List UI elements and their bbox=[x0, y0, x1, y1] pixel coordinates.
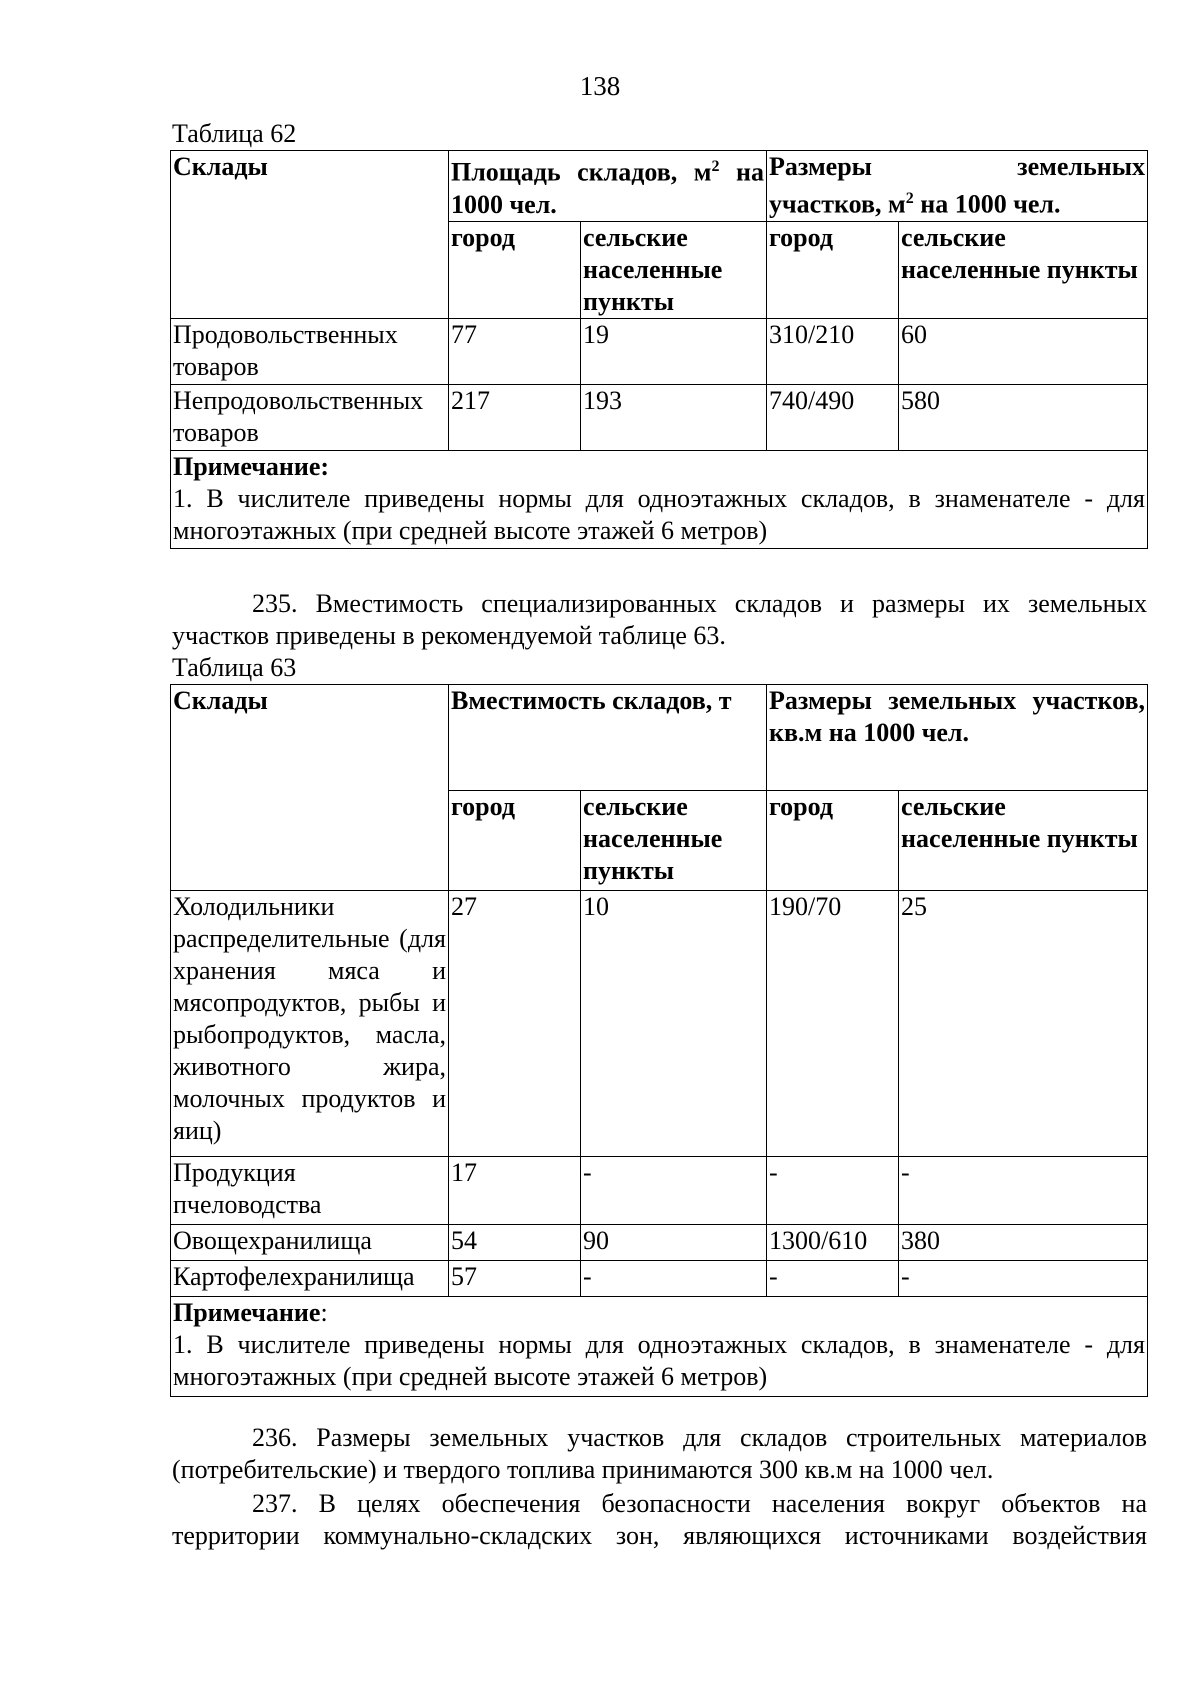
t63-note bbox=[171, 1297, 1148, 1397]
t62-sub-city: город bbox=[449, 221, 581, 318]
t62-row-name: Непродовольственных товаров bbox=[171, 384, 449, 450]
t63-cell: 54 bbox=[449, 1225, 581, 1261]
t63-cell: - bbox=[767, 1261, 899, 1297]
t63-cell: 1300/610 bbox=[767, 1225, 899, 1261]
t63-cell: 27 bbox=[449, 891, 581, 1157]
t63-row-name: Продукция пчеловодства bbox=[171, 1157, 449, 1225]
t62-cell: 310/210 bbox=[767, 318, 899, 384]
t63-header-plots: Размеры земельных участков, кв.м на 1000 чел. bbox=[767, 685, 1148, 791]
table-row bbox=[171, 1157, 1148, 1225]
t63-header-capacity: Вместимость складов, т bbox=[449, 685, 767, 791]
t62-cell: 193 bbox=[581, 384, 767, 450]
t63-cell: - bbox=[899, 1157, 1148, 1225]
table-row bbox=[171, 318, 1148, 384]
table-63 bbox=[170, 684, 1148, 1397]
t63-cell: 380 bbox=[899, 1225, 1148, 1261]
t62-header-warehouses: Склады bbox=[171, 151, 449, 319]
t62-header-plots: Размеры земельных участков, $м^2$ на 1000 чел. bbox=[767, 151, 1148, 222]
t63-note-title: Примечание: bbox=[173, 1298, 328, 1327]
t63-cell: - bbox=[899, 1261, 1148, 1297]
t63-row-name: Картофелехранилища bbox=[171, 1261, 449, 1297]
table-62-caption: Таблица 62 bbox=[172, 119, 297, 148]
paragraph-235: 235. Вместимость специализированных складов и размеры их земельных участков приведены в рекомендуемой таблице 63. bbox=[172, 589, 1147, 650]
t62-header-area: Площадь складов, $м^2$ на 1000 чел. bbox=[449, 151, 767, 222]
t63-row-name: Холодильники распределительные (для хранения мяса и мясопродуктов, рыбы и рыбопродуктов, масла, животного жира, молочных продуктов и яиц) bbox=[171, 891, 449, 1157]
t63-sub-city: город bbox=[449, 791, 581, 891]
paragraph-237: 237. В целях обеспечения безопасности населения вокруг объектов на территории коммунально-складских зон, являющихся источниками воздействия bbox=[172, 1489, 1147, 1550]
t62-sub-rural-2: сельские населенные пункты bbox=[899, 221, 1148, 318]
page-number: 138 bbox=[579, 71, 621, 101]
t63-cell: 25 bbox=[899, 891, 1148, 1157]
t62-note-text: 1. В числителе приведены нормы для одноэтажных складов, в знаменателе - для многоэтажных (при средней высоте этажей 6 метров) bbox=[173, 483, 1145, 545]
table-row bbox=[171, 891, 1148, 1157]
t63-sub-city-2: город bbox=[767, 791, 899, 891]
t62-note bbox=[171, 450, 1148, 548]
t63-cell: - bbox=[581, 1261, 767, 1297]
t63-cell: 190/70 bbox=[767, 891, 899, 1157]
t62-cell: 77 bbox=[449, 318, 581, 384]
t63-cell: 90 bbox=[581, 1225, 767, 1261]
table-row bbox=[171, 1225, 1148, 1261]
table-62 bbox=[170, 150, 1148, 549]
t63-row-name: Овощехранилища bbox=[171, 1225, 449, 1261]
t63-sub-rural-2: сельские населенные пункты bbox=[899, 791, 1148, 891]
table-row bbox=[171, 384, 1148, 450]
t63-cell: 17 bbox=[449, 1157, 581, 1225]
t62-row-name: Продовольственных товаров bbox=[171, 318, 449, 384]
t63-cell: 57 bbox=[449, 1261, 581, 1297]
t62-cell: 580 bbox=[899, 384, 1148, 450]
t62-cell: 60 bbox=[899, 318, 1148, 384]
t62-note-title: Примечание: bbox=[173, 451, 330, 481]
t63-note-text: 1. В числителе приведены нормы для одноэтажных складов, в знаменателе - для многоэтажных (при средней высоте этажей 6 метров) bbox=[173, 1330, 1145, 1391]
t62-sub-city-2: город bbox=[767, 221, 899, 318]
t62-cell: 19 bbox=[581, 318, 767, 384]
t63-cell: 10 bbox=[581, 891, 767, 1157]
paragraph-236: 236. Размеры земельных участков для складов строительных материалов (потребительские) и твердого топлива принимаются 300 кв.м на 1000 чел. bbox=[172, 1423, 1147, 1484]
t62-sub-rural: сельские населенные пункты bbox=[581, 221, 767, 318]
t63-cell: - bbox=[767, 1157, 899, 1225]
t62-cell: 740/490 bbox=[767, 384, 899, 450]
t62-cell: 217 bbox=[449, 384, 581, 450]
t63-sub-rural: сельские населенные пункты bbox=[581, 791, 767, 891]
t63-header-warehouses: Склады bbox=[171, 685, 449, 891]
t63-cell: - bbox=[581, 1157, 767, 1225]
table-63-caption: Таблица 63 bbox=[172, 653, 297, 682]
table-row bbox=[171, 1261, 1148, 1297]
